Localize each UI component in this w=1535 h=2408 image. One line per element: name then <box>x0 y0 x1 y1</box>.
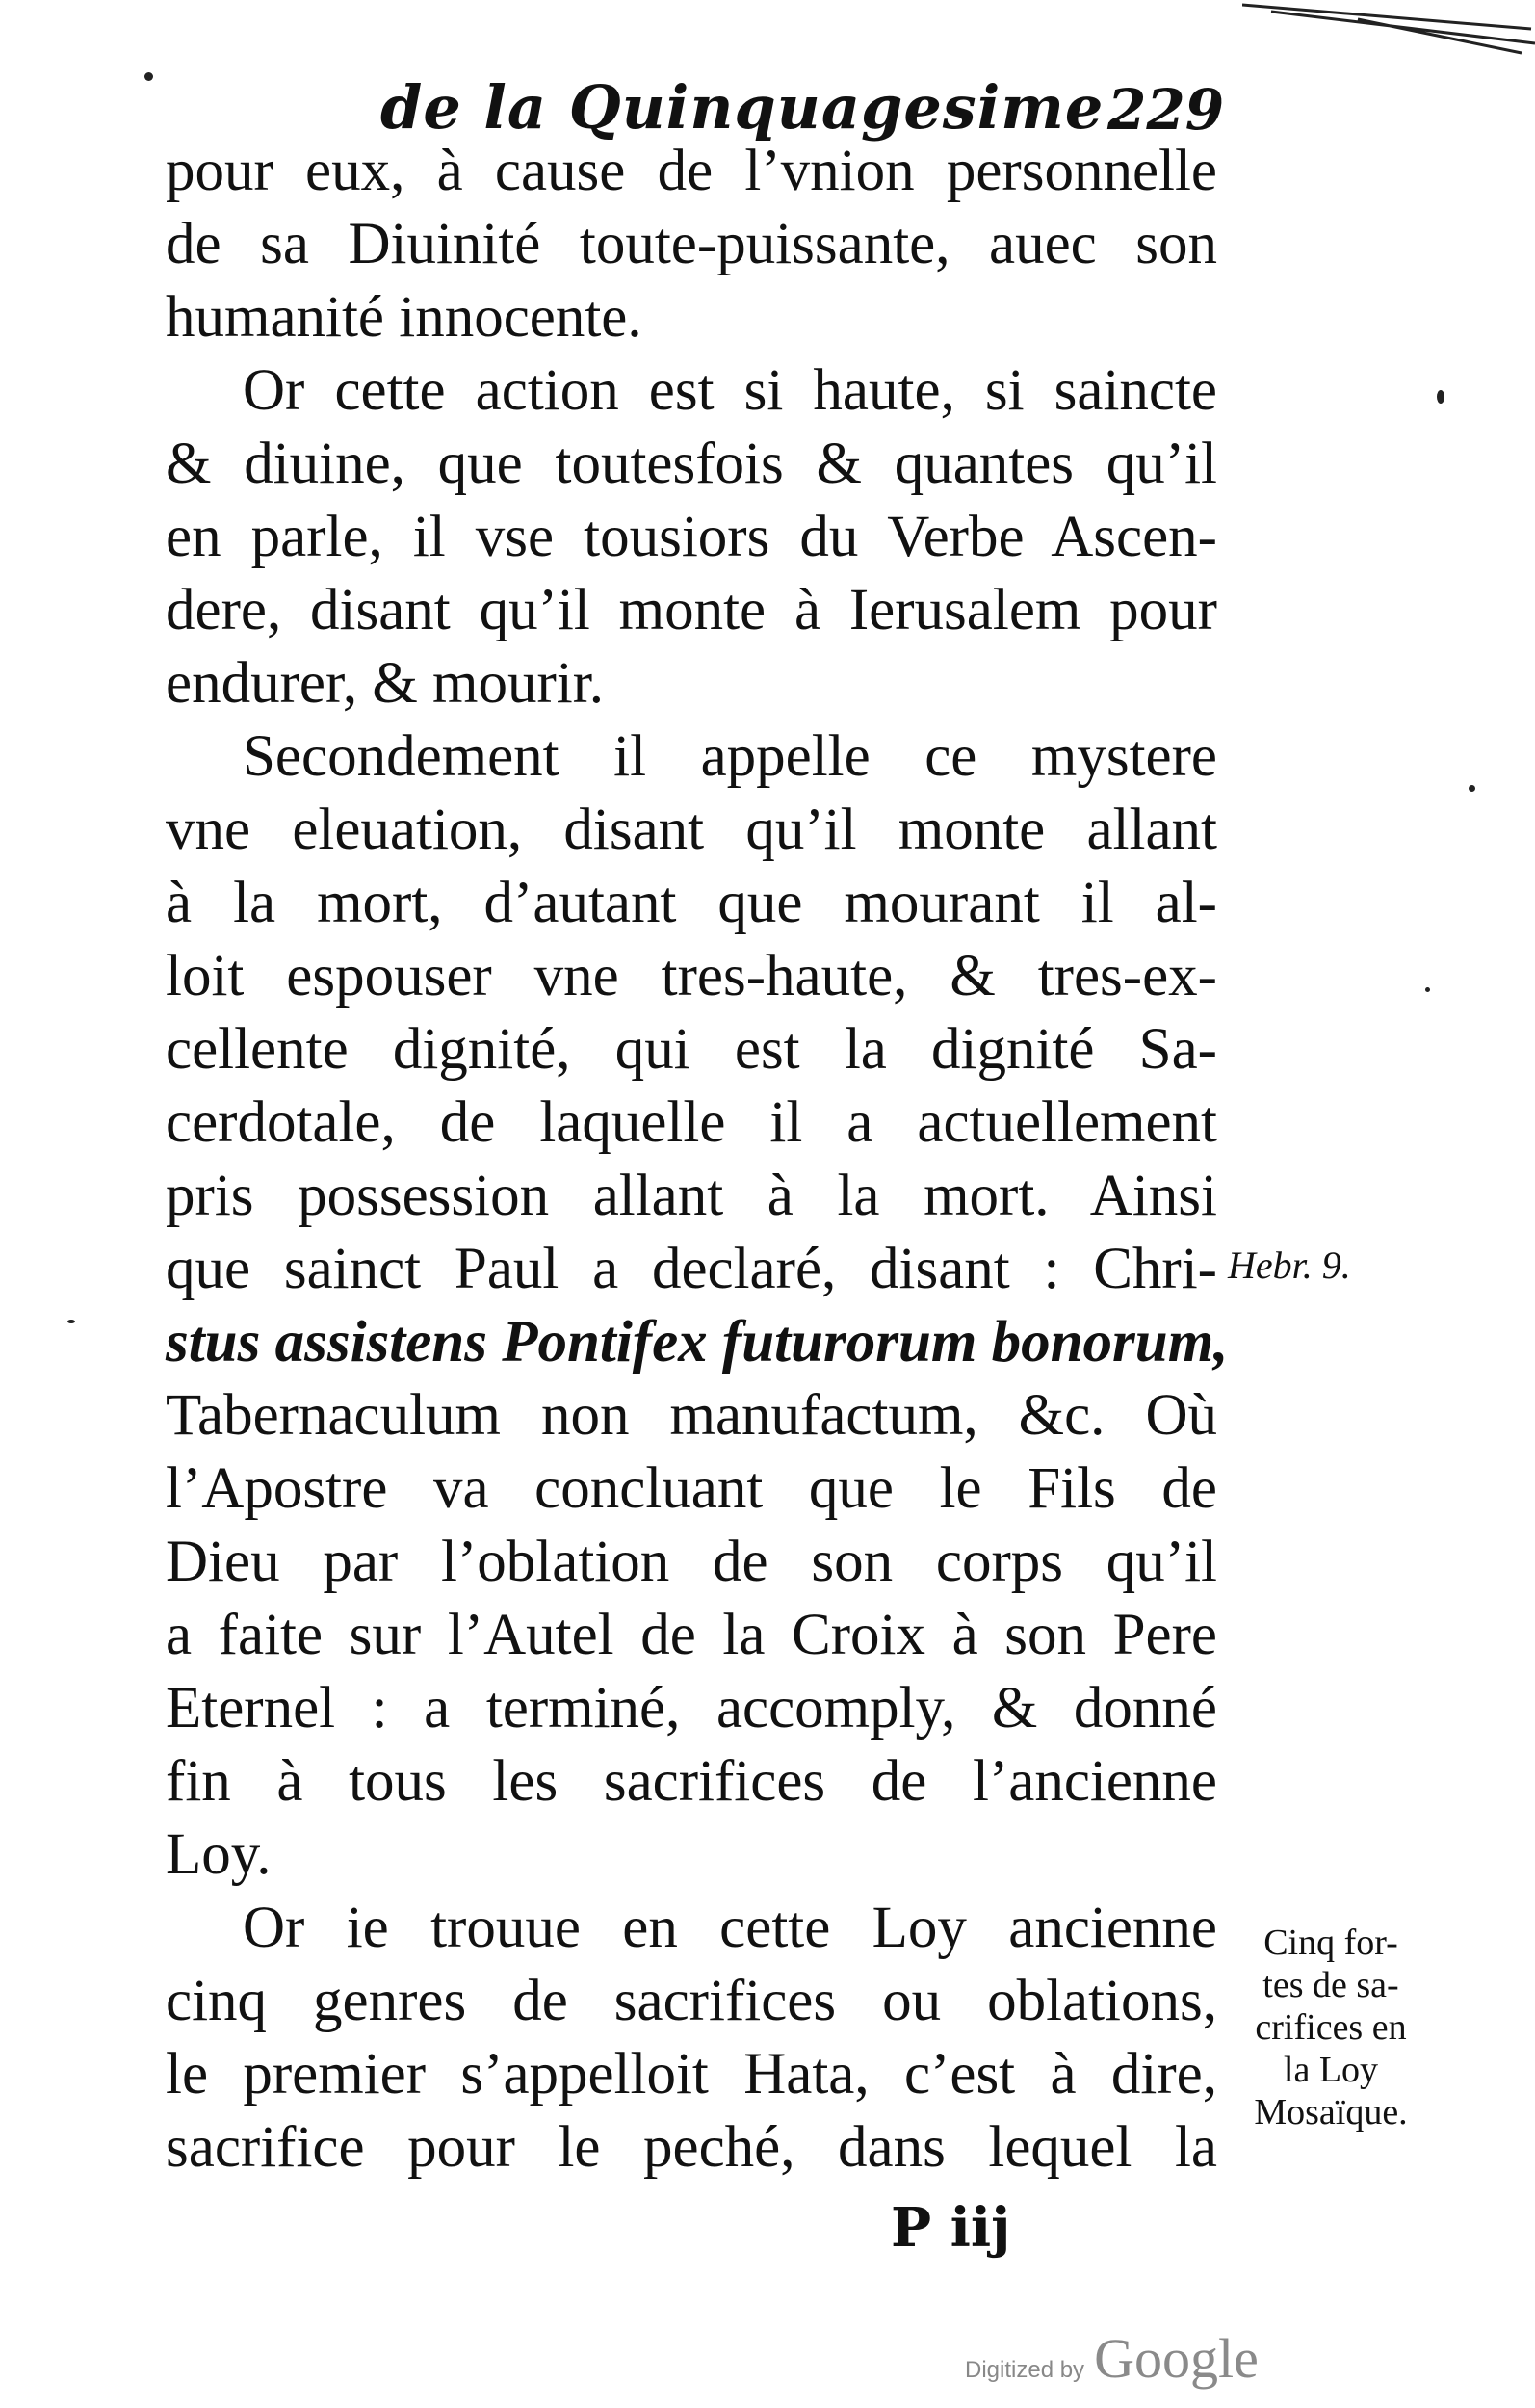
text-line: sacrifice pour le peché, dans lequel la <box>166 2115 1217 2180</box>
text-line: Loy. <box>166 1822 272 1887</box>
running-title: de la Quinquagesime. <box>380 72 1126 143</box>
text-line: fin à tous les sacrifices de l’ancienne <box>166 1749 1217 1814</box>
text-line: pris possession allant à la mort. Ainsi <box>166 1164 1217 1228</box>
text-line: cerdotale, de laquelle il a actuellement <box>166 1090 1217 1155</box>
text-line: a faite sur l’Autel de la Croix à son Pere <box>166 1603 1217 1667</box>
margin-note-line: tes de sa- <box>1262 1965 1399 2005</box>
watermark-brand: Google <box>1094 2327 1259 2390</box>
text-line: en parle, il vse tousiors du Verbe Ascen- <box>166 505 1217 569</box>
text-line: l’Apostre va concluant que le Fils de <box>166 1456 1217 1521</box>
text-line: Or ie trouue en cette Loy ancienne <box>243 1896 1217 1960</box>
text-line: Dieu par l’oblation de son corps qu’il <box>166 1530 1217 1594</box>
scan-speck <box>67 1320 75 1323</box>
scan-speck <box>1437 390 1444 404</box>
margin-note-line: Cinq for- <box>1263 1923 1398 1963</box>
body-text <box>166 135 1229 2185</box>
margin-note-line: crifices en <box>1255 2007 1407 2048</box>
text-line: loit espouser vne tres-haute, & tres-ex- <box>166 944 1217 1008</box>
scan-speck <box>1469 785 1475 792</box>
margin-note-line: la Loy <box>1283 2050 1379 2090</box>
watermark-prefix: Digitized by <box>965 2357 1085 2383</box>
text-line: que sainct Paul a declaré, disant : Chri- <box>166 1237 1217 1301</box>
signature-mark: P iij <box>891 2196 1011 2260</box>
text-line: humanité innocente. <box>166 285 642 350</box>
margin-note-line: Mosaïque. <box>1254 2092 1408 2133</box>
text-line: Secondement il appelle ce mystere <box>243 724 1217 789</box>
scan-speck <box>144 72 153 81</box>
text-line: à la mort, d’autant que mourant il al- <box>166 871 1217 935</box>
text-line: le premier s’appelloit Hata, c’est à dire, <box>166 2042 1217 2107</box>
text-line: pour eux, à cause de l’vnion personnelle <box>166 139 1217 203</box>
text-line: cinq genres de sacrifices ou oblations, <box>166 1969 1217 2033</box>
margin-note-hebrews: Hebr. 9. <box>1228 1243 1351 1287</box>
text-line: vne eleuation, disant qu’il monte allant <box>166 798 1217 862</box>
text-line-latin: stus assistens Pontifex futurorum bonorum, <box>166 1310 1229 1374</box>
text-line: Tabernaculum non manufactum, &c. Où <box>166 1383 1217 1448</box>
text-line: & diuine, que toutesfois & quantes qu’il <box>166 432 1217 496</box>
scan-edge-artifact <box>1242 0 1535 58</box>
text-line: Eternel : a terminé, accomply, & donné <box>166 1676 1217 1741</box>
page-number: 229 <box>1107 77 1225 143</box>
text-line: endurer, & mourir. <box>166 651 604 716</box>
scan-speck <box>1425 987 1430 992</box>
text-line: Or cette action est si haute, si saincte <box>243 358 1217 423</box>
text-line: dere, disant qu’il monte à Ierusalem pour <box>166 578 1217 642</box>
digitization-watermark <box>965 2326 1259 2391</box>
text-line: de sa Diuinité toute-puissante, auec son <box>166 212 1217 276</box>
margin-note-sacrifices <box>1215 1922 1446 2133</box>
text-line: cellente dignité, qui est la dignité Sa- <box>166 1017 1217 1082</box>
